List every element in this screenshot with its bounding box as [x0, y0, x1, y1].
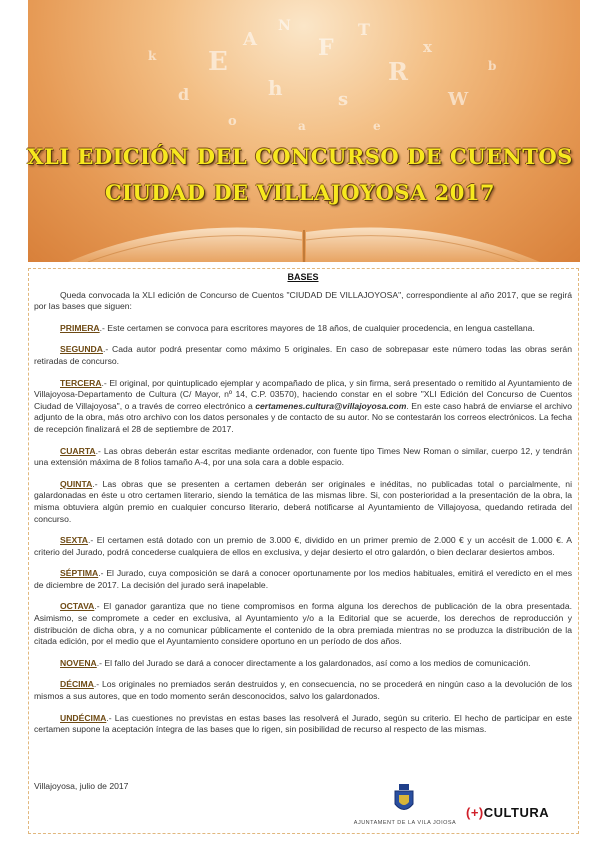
svg-text:W: W: [448, 89, 469, 110]
cultura-word: CULTURA: [483, 805, 550, 820]
email-link[interactable]: certamenes.cultura@villajoyosa.com: [255, 400, 407, 411]
ayuntamiento-caption: AJUNTAMENT DE LA VILA JOIOSA: [353, 820, 457, 826]
clause-label: SÉPTIMA: [60, 568, 99, 579]
svg-text:E: E: [208, 47, 228, 77]
svg-text:h: h: [268, 76, 283, 100]
clause-text: .- Los originales no premiados serán destruidos y, en consecuencia, no se procederá en ningún caso a la devolución de los mismos a sus autores, que en todo momento serán desconocidos, salvo los galardonados.: [34, 679, 572, 702]
svg-text:b: b: [488, 59, 497, 73]
clause-text: .- El certamen está dotado con un premio de 3.000 €, dividido en un primer premio de 2.000 € y un accésit de 1.000 €. A criterio del Jurado, podrá concederse cualquiera de ellos en exclusiva, y dejar desierto el otro galardón, o bien declarar desiertos ambos.: [34, 535, 572, 557]
clause-label: UNDÉCIMA: [60, 712, 107, 723]
cultura-logo: [466, 805, 549, 820]
clause-novena: [34, 658, 572, 670]
svg-text:N: N: [278, 18, 291, 34]
clause-label: TERCERA: [60, 377, 102, 388]
bases-heading: BASES: [287, 272, 319, 282]
header-banner: [28, 0, 580, 262]
svg-text:e: e: [373, 119, 381, 133]
clause-tercera: [34, 378, 572, 436]
clause-label: OCTAVA: [60, 601, 95, 612]
clause-octava: [34, 601, 572, 647]
town-crest-logo: [390, 782, 418, 818]
clause-label: SEXTA: [60, 535, 89, 546]
clause-text: .- El fallo del Jurado se dará a conocer directamente a los galardonados, así como a los medios de comunicación.: [96, 657, 531, 668]
svg-text:x: x: [423, 38, 432, 56]
svg-text:F: F: [318, 35, 334, 61]
clause-text: .- Las obras deberán estar escritas mediante ordenador, con fuente tipo Times New Roman o similar, cuerpo 12, y tendrán una extensión máxima de 8 folios tamaño A-4, por una sola cara a doble espacio.: [34, 445, 572, 468]
clause-label: SEGUNDA: [60, 344, 103, 355]
clause-text: .- El original, por quintuplicado ejemplar y acompañado de plica, y sin firma, será presentado o remitido al Ayuntamiento de Villajoyosa-Departamento de Cultura (C/ Mayor, nº 14, C.P. 03570), haciendo constar en el sobre "XLI Edición del Concurso de Cuentos Ciudad de Villajoyosa", o a través de correo electrónico a: [34, 377, 572, 411]
clause-undecima: [34, 713, 572, 736]
title-line-2: CIUDAD DE VILLAJOYOSA 2017: [104, 180, 496, 205]
clause-text: .- Las cuestiones no previstas en estas bases las resolverá el Jurado, según su criterio. El hecho de participar en este certamen supone la aceptación íntegra de las bases que lo rigen, sin posibilidad de recurso al respecto de las mismas.: [34, 712, 572, 735]
svg-text:A: A: [243, 29, 257, 50]
svg-text:k: k: [148, 49, 157, 63]
clause-text: .- Las obras que se presenten a certamen deberán ser originales e inéditas, no publicadas total o parcialmente, ni galardonadas en éste u otro certamen literario, siendo la temática de las mismas libre. Si, con posterioridad a la presentación de la obra, la misma obtuviera algún premio en cualquier concurso literario, deberá notificarse al Ayuntamiento de Villajoyosa, quedando retirada del concurso.: [34, 478, 572, 524]
open-book-illustration: [28, 0, 580, 262]
clause-label: CUARTA: [60, 445, 96, 456]
clause-text: .- El Jurado, cuya composición se dará a conocer oportunamente por los medios habituales, emitirá el veredicto en el mes de diciembre de 2017. La decisión del jurado será inapelable.: [34, 568, 572, 590]
bases-document: [34, 272, 572, 746]
clause-label: PRIMERA: [60, 322, 100, 333]
clause-label: DÉCIMA: [60, 679, 94, 690]
svg-text:o: o: [228, 114, 237, 129]
clause-decima: [34, 679, 572, 702]
clause-primera: [34, 323, 572, 335]
svg-text:a: a: [298, 119, 306, 133]
clause-label: NOVENA: [60, 657, 97, 668]
svg-text:d: d: [178, 85, 190, 104]
clause-sexta: [34, 535, 572, 558]
clause-text: . En este caso habrá de enviarse el archivo adjunto de la obra, más otro archivo con los datos personales y de contacto de su autor. No se contestarán los correos electrónicos. La fecha de recepción finalizará el 28 de septiembre de 2017.: [34, 400, 573, 434]
clause-text: .- Este certamen se convoca para escritores mayores de 18 años, de cualquier procedencia, en lengua castellana.: [99, 322, 535, 333]
clause-text: .- El ganador garantiza que no tiene compromisos en forma alguna los derechos de publicación de la obra presentada. Asimismo, se compromete a ceder en exclusiva, al Ayuntamiento y/o a la Editorial que se acuerde, los derechos de reproducción y distribución de dicha obra, y a no comunicar públicamente el contenido de la obra premiada mientras no se produzca la distribución de la citada edición, por el medio que el Ayuntamiento considere oportuno en un período de dos años.: [34, 601, 572, 647]
clause-segunda: [34, 344, 572, 367]
clause-cuarta: [34, 446, 572, 469]
svg-text:T: T: [358, 20, 370, 39]
svg-text:R: R: [388, 57, 408, 86]
clause-label: QUINTA: [60, 478, 93, 489]
intro-paragraph: Queda convocada la XLI edición de Concurso de Cuentos "CIUDAD DE VILLAJOYOSA", correspondiente al año 2017, que se regirá por las bases que siguen:: [34, 289, 572, 312]
title-line-1: XLI EDICIÓN DEL CONCURSO DE CUENTOS: [27, 144, 573, 169]
date-line: Villajoyosa, julio de 2017: [34, 781, 129, 791]
clause-septima: [34, 568, 572, 591]
cultura-plus-mark: (+): [466, 805, 484, 820]
clause-text: .- Cada autor podrá presentar como máximo 5 originales. En caso de sobrepasar este número todas las obras serán retiradas de concurso.: [34, 344, 572, 366]
svg-text:s: s: [338, 89, 349, 110]
clause-quinta: [34, 479, 572, 525]
